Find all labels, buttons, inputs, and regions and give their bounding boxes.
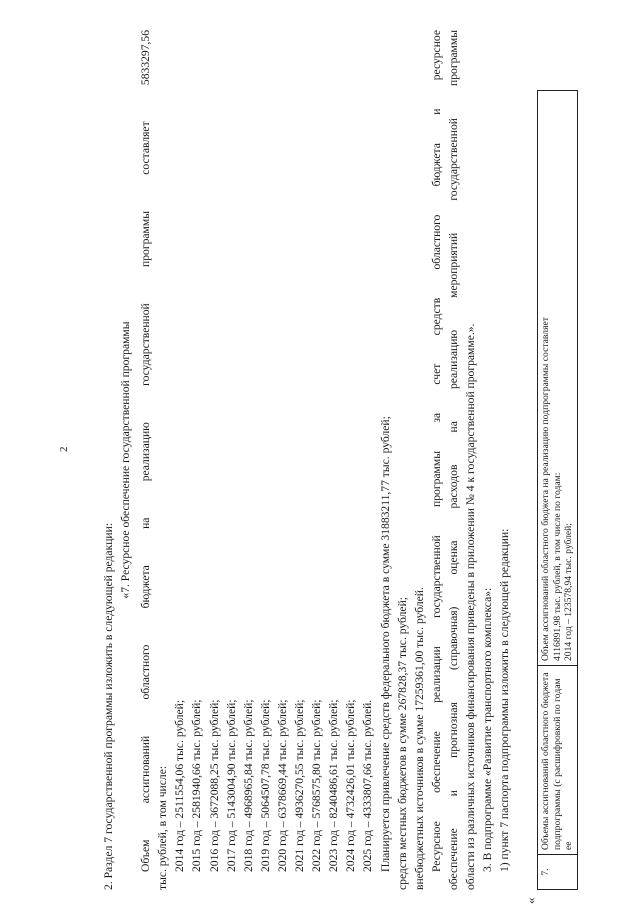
planned-federal: Планируется привлечение средств федерального бюджета в сумме 31883211,77 тыс. рублей;: [378, 416, 392, 872]
resource-line-2: обеспечение и прогнозная (справочная) оценка расходов на реализацию мероприятий государственной программы: [446, 30, 460, 890]
total-line-1: Объем ассигнований областного бюджета на реализацию государственной программы составляет 5833297,56: [139, 30, 153, 872]
year-item: 2016 год – 3672088,25 тыс. рублей;: [207, 699, 221, 872]
year-item: 2015 год – 2581940,66 тыс. рублей;: [190, 699, 204, 872]
year-item: 2023 год – 8240486,61 тыс. рублей;: [327, 699, 341, 872]
year-item: 2018 год – 4968965,84 тыс. рублей;: [241, 699, 255, 872]
year-item: 2025 год – 4333807,66 тыс. рублей.: [361, 699, 375, 872]
page-number: 2: [58, 446, 70, 452]
table-row: [538, 91, 578, 890]
year-item: 2017 год – 5143004,90 тыс. рублей;: [224, 699, 238, 872]
table-cell-name: Объемы ассигнований областного бюджета подпрограммы (с расшифровкой по годам ее: [538, 666, 578, 855]
year-item: 2014 год – 2511554,06 тыс. рублей;: [173, 699, 187, 872]
year-item: 2022 год – 5768575,80 тыс. рублей;: [310, 699, 324, 872]
rotated-text-block: [100, 30, 578, 904]
year-item: 2019 год – 5064507,78 тыс. рублей;: [258, 699, 272, 872]
resource-line-1: Ресурсное обеспечение реализации государственной программы за счет средств областного бюджета и ресурсное: [429, 30, 443, 872]
planned-extrabudget: внебюджетных источников в сумме 17259361,00 тыс. рублей.: [412, 587, 426, 890]
passport-table: [537, 90, 578, 890]
table-cell-num: 7.: [538, 855, 578, 890]
section-intro: 2. Раздел 7 государственной программы изложить в следующей редакции:: [102, 522, 115, 890]
table-cell-value: [538, 91, 578, 666]
year-item: 2024 год – 4732426,01 тыс. рублей;: [344, 699, 358, 872]
table-value-line: Объем ассигнований областного бюджета на реализацию подпрограммы составляет: [540, 317, 552, 661]
year-item: 2020 год – 6378669,44 тыс. рублей;: [275, 699, 289, 872]
quote-open-mark: «: [523, 897, 539, 904]
resource-line-3: области из различных источников финансирования приведены в приложении № 4 к государственной программе.».: [463, 323, 477, 890]
item-3: 3. В подпрограмме «Развитие транспортного комплекса»:: [481, 587, 495, 872]
table-value-line: 4116891,98 тыс. рублей, в том числе по годам:: [551, 472, 563, 661]
section-title: «7. Ресурсное обеспечение государственной программы: [119, 321, 133, 599]
total-line-2: тыс. рублей, в том числе:: [156, 765, 170, 890]
year-item: 2021 год – 4936270,55 тыс. рублей;: [293, 699, 307, 872]
item-3-1: 1) пункт 7 паспорта подпрограммы изложить в следующей редакции:: [498, 528, 512, 872]
years-list: [171, 30, 376, 890]
planned-local: средств местных бюджетов в сумме 267828,37 тыс. рублей;: [395, 596, 409, 890]
passport-table-wrap: [523, 90, 578, 904]
table-value-line: 2014 год – 123578,94 тыс. рублей;: [563, 523, 575, 661]
